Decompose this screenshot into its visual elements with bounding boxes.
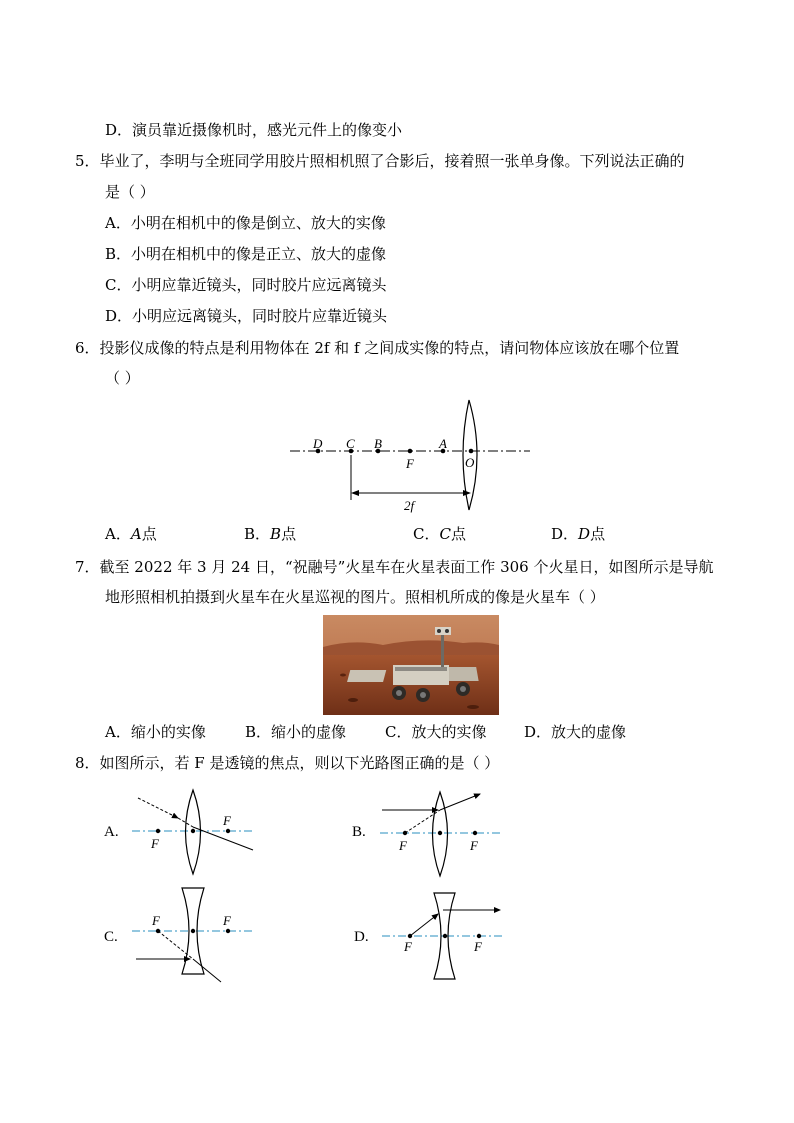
q6-stem-line2: （ ） <box>105 369 140 387</box>
q5-option-d[interactable]: D．小明应远离镜头，同时胶片应靠近镜头 <box>105 307 388 325</box>
q6-option-a[interactable]: A．A点 <box>105 525 157 543</box>
q5-option-b[interactable]: B．小明在相机中的像是正立、放大的虚像 <box>105 245 387 263</box>
q6-option-b[interactable]: B．B点 <box>244 525 297 543</box>
diagram-a-label: A. <box>104 824 119 840</box>
svg-text:F: F <box>151 836 159 851</box>
svg-text:F: F <box>223 813 231 828</box>
q6-stem-line1: 6．投影仪成像的特点是利用物体在 2f 和 f 之间成实像的特点，请问物体应该放在哪个位置 <box>75 339 680 357</box>
q4-option-d: D．演员靠近摄像机时，感光元件上的像变小 <box>105 121 403 139</box>
svg-text:F: F <box>404 939 412 954</box>
svg-text:F: F <box>474 939 482 954</box>
q5-option-a[interactable]: A．小明在相机中的像是倒立、放大的实像 <box>105 214 386 232</box>
diagram-b-label: B. <box>352 824 366 840</box>
svg-text:F: F <box>152 913 160 928</box>
q7-option-a[interactable]: A．缩小的实像 <box>105 723 206 741</box>
q7-stem-line2: 地形照相机拍摄到火星车在火星巡视的图片。照相机所成的像是火星车（ ） <box>105 588 605 606</box>
diagram-c-label: C. <box>104 929 118 945</box>
label-d: D <box>313 436 323 451</box>
label-c: C <box>346 436 355 451</box>
label-o: O <box>465 455 475 470</box>
label-2f: 2f <box>404 498 415 513</box>
q5-option-c[interactable]: C．小明应靠近镜头，同时胶片应远离镜头 <box>105 276 387 294</box>
q7-stem-line1: 7．截至 2022 年 3 月 24 日，“祝融号”火星车在火星表面工作 306 个火星日，如图所示是导航 <box>75 558 714 576</box>
q5-stem-line1: 5．毕业了，李明与全班同学用胶片照相机照了合影后，接着照一张单身像。下列说法正确的 <box>75 152 685 170</box>
svg-text:F: F <box>470 838 478 853</box>
q5-stem-line2: 是（ ） <box>105 183 155 201</box>
label-f: F <box>406 456 414 471</box>
q8-stem: 8．如图所示，若 F 是透镜的焦点，则以下光路图正确的是（ ） <box>75 754 500 772</box>
label-a: A <box>439 436 447 451</box>
q7-option-d[interactable]: D．放大的虚像 <box>524 723 627 741</box>
svg-text:F: F <box>223 913 231 928</box>
q6-option-d[interactable]: D．D点 <box>551 525 606 543</box>
q7-option-c[interactable]: C．放大的实像 <box>385 723 487 741</box>
svg-text:F: F <box>399 838 407 853</box>
diagram-d-label: D. <box>354 929 369 945</box>
q7-option-b[interactable]: B．缩小的虚像 <box>245 723 347 741</box>
label-b: B <box>374 436 382 451</box>
q6-option-c[interactable]: C．C点 <box>413 525 466 543</box>
